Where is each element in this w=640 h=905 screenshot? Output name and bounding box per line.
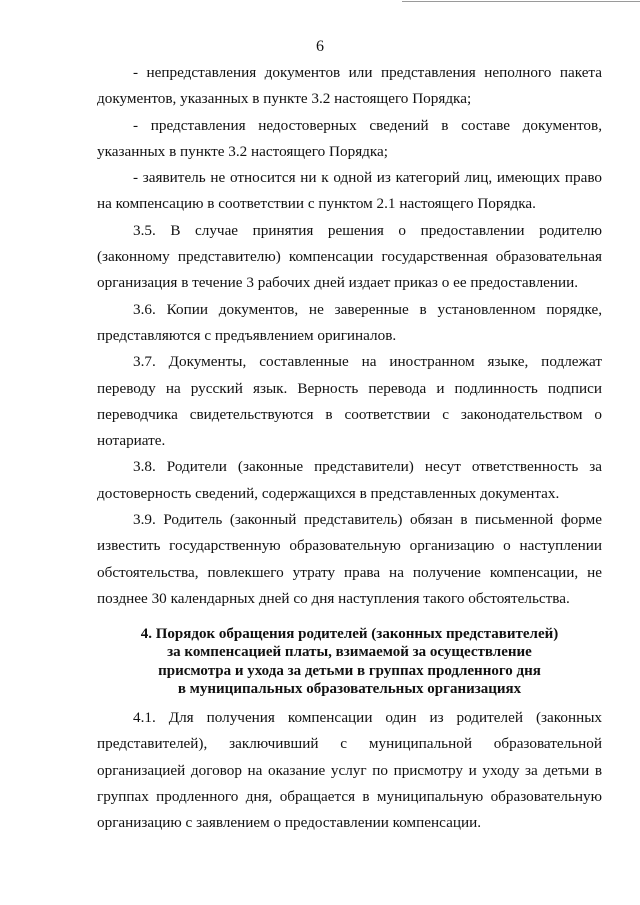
list-item: - непредставления документов или представления неполного пакета документов, указанных в пункте 3.2 настоящего Порядка; [97, 64, 602, 108]
clause-3-8: 3.8. Родители (законные представители) несут ответственность за достоверность сведений, содержащихся в представленных документах. [97, 458, 602, 502]
list-item: - заявитель не относится ни к одной из категорий лиц, имеющих право на компенсацию в соответствии с пунктом 2.1 настоящего Порядка. [97, 169, 602, 213]
clause-3-5: 3.5. В случае принятия решения о предоставлении родителю (законному представителю) компенсации государственная образовательная организация в течение 3 рабочих дней издает приказ о ее предоставлении. [97, 221, 602, 292]
section-heading [97, 625, 602, 699]
top-edge-rule [402, 1, 640, 2]
clause-4-1: 4.1. Для получения компенсации один из родителей (законных представителей), заключивший с муниципальной образовательной организацией договор на оказание услуг по присмотру и уходу за детьми в группах продленного дня, обращается в муниципальную образовательную организацию с заявлением о предоставлении компенсации. [97, 709, 602, 832]
section-heading-line: за компенсацией платы, взимаемой за осуществление [167, 644, 532, 661]
clause-3-7: 3.7. Документы, составленные на иностранном языке, подлежат переводу на русский язык. Верность перевода и подлинность подписи переводчика свидетельствуются в соответствии с законодательством о нотариате. [97, 353, 602, 450]
clause-3-9: 3.9. Родитель (законный представитель) обязан в письменной форме известить государственную образовательную организацию о наступлении обстоятельства, повлекшего утрату права на получение компенсации, не позднее 30 календарных дней со дня наступления такого обстоятельства. [97, 511, 602, 607]
page-number: 6 [316, 38, 324, 55]
section-heading-line: 4. Порядок обращения родителей (законных представителей) [140, 626, 559, 642]
list-item: - представления недостоверных сведений в составе документов, указанных в пункте 3.2 настоящего Порядка; [97, 116, 602, 160]
section-heading-line: присмотра и ухода за детьми в группах продленного дня [158, 662, 541, 679]
section-heading-line: в муниципальных образовательных организациях [177, 681, 522, 698]
clause-3-6: 3.6. Копии документов, не заверенные в установленном порядке, представляются с предъявлением оригиналов. [97, 300, 602, 344]
body-text-lower [97, 705, 602, 836]
body-text-upper [97, 60, 602, 612]
